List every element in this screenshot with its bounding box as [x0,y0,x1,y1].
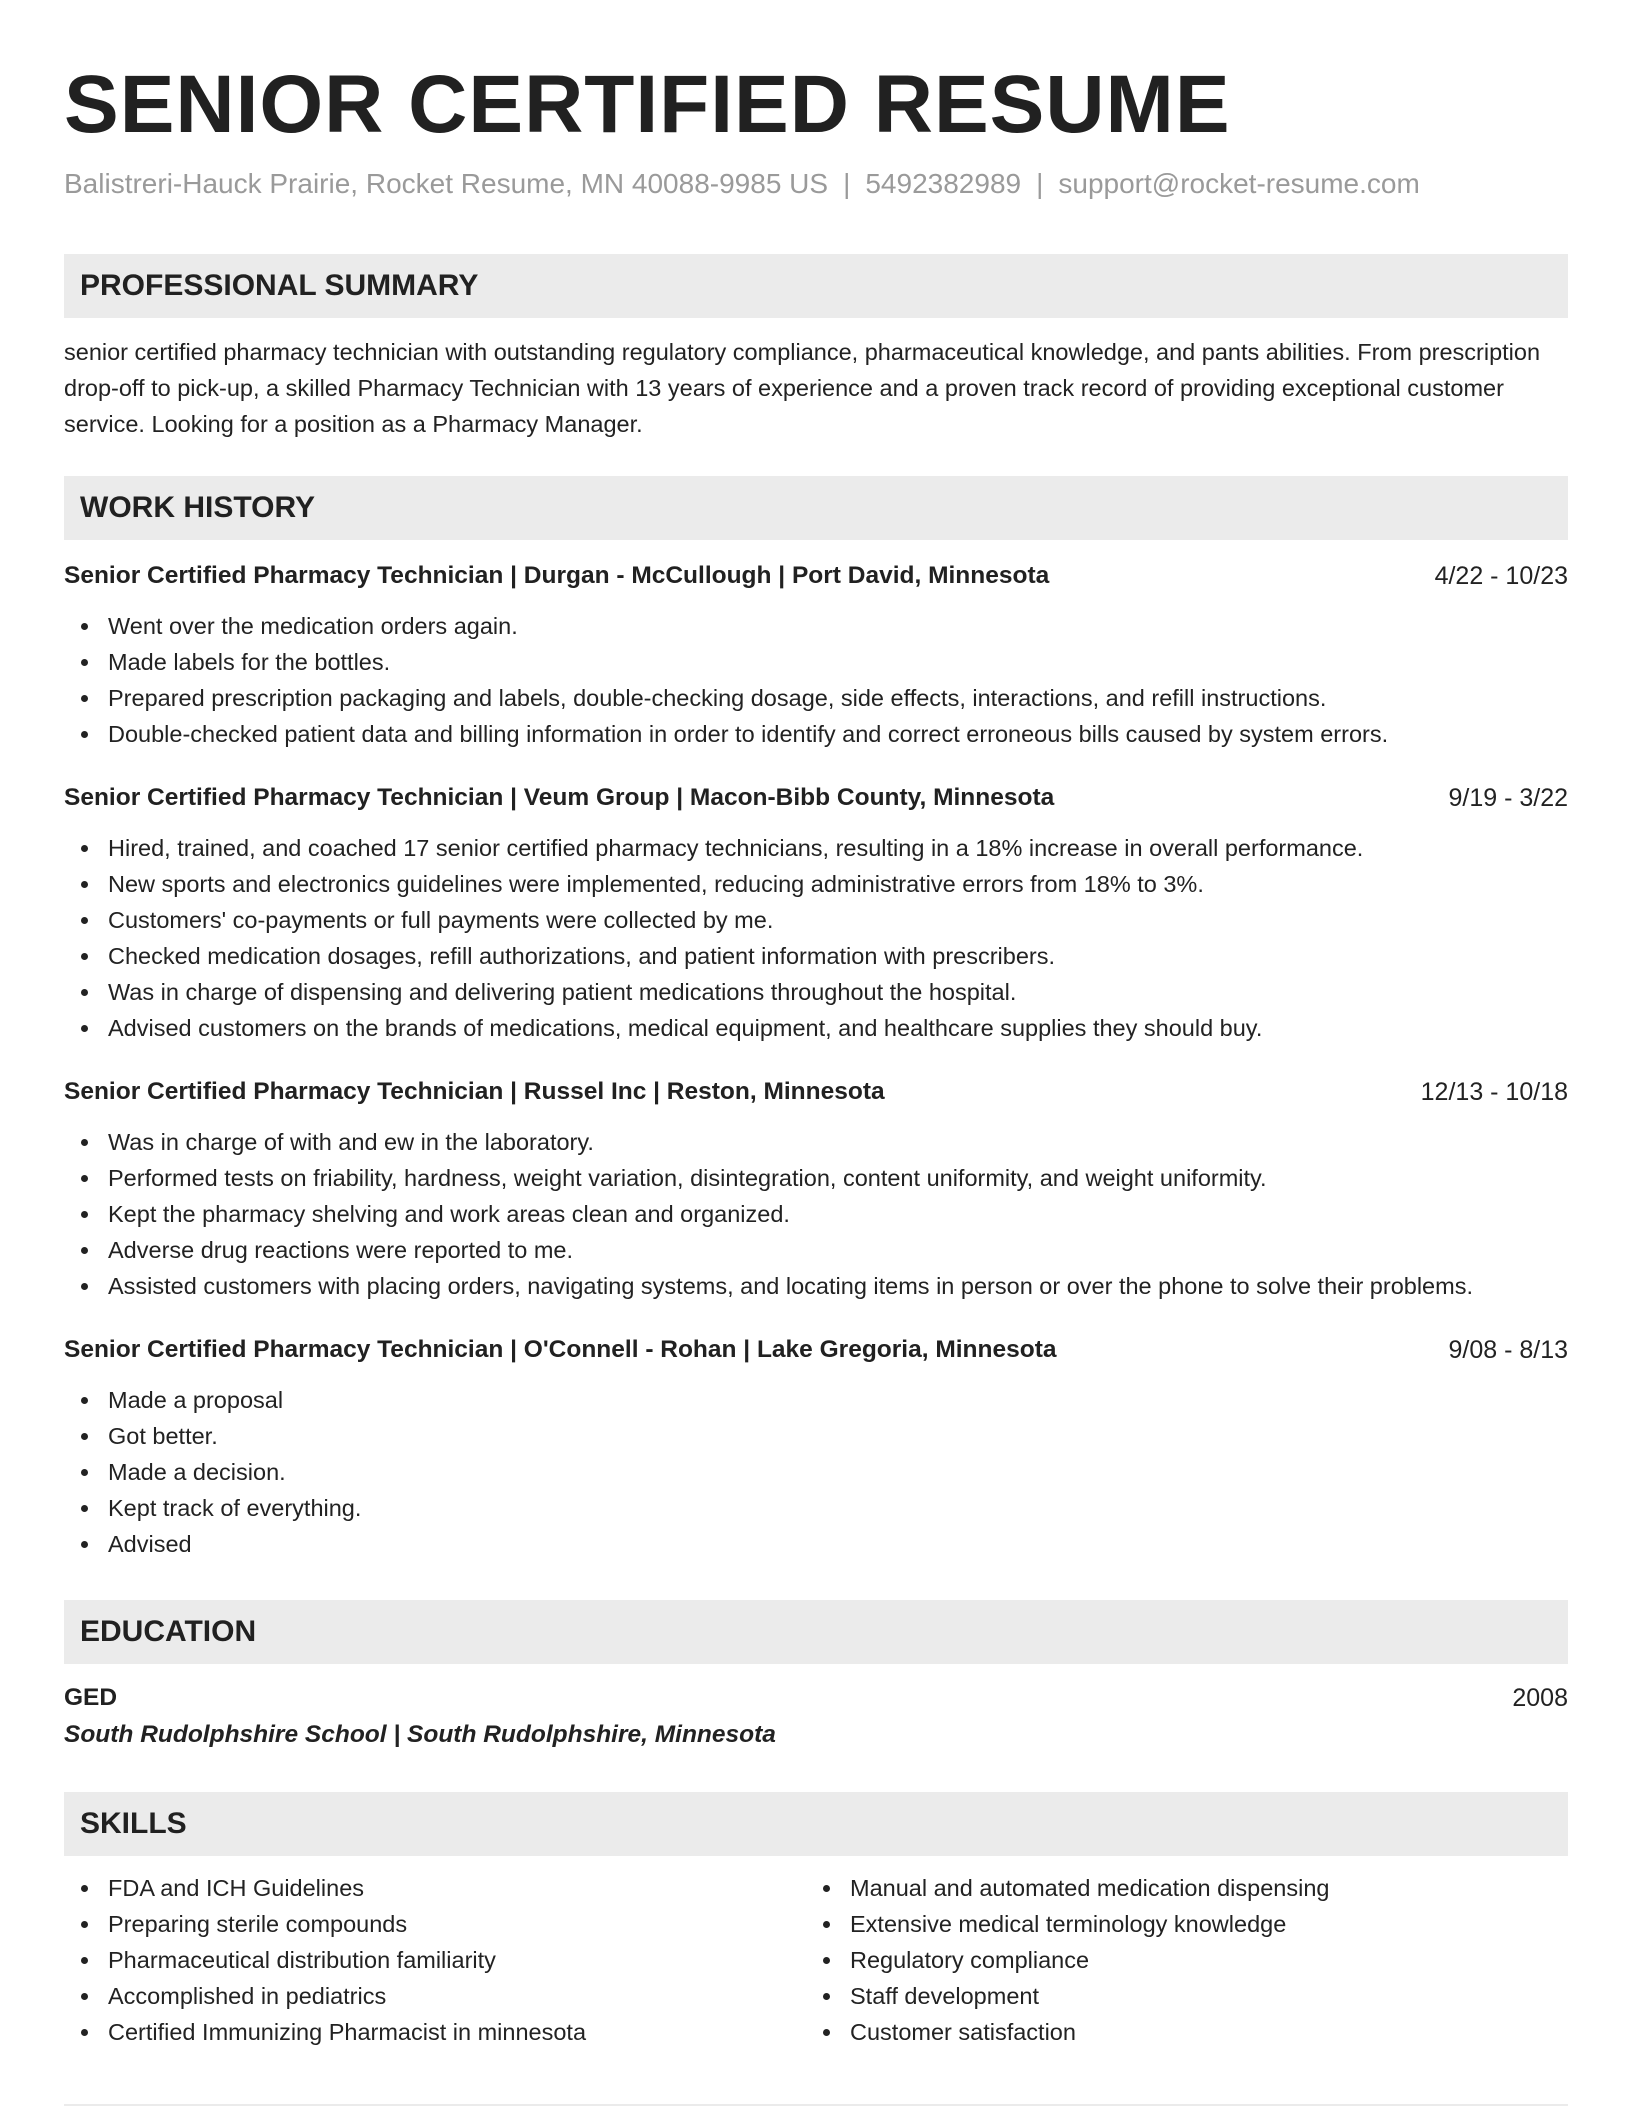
list-item: Made a proposal [64,1382,1568,1418]
skill-item: Accomplished in pediatrics [64,1978,806,2014]
job-title: Senior Certified Pharmacy Technician | Russel Inc | Reston, Minnesota [64,1078,885,1105]
list-item: Assisted customers with placing orders, navigating systems, and locating items in person or over the phone to solve their problems. [64,1268,1568,1304]
job-dates: 4/22 - 10/23 [1434,562,1568,590]
list-item: Kept track of everything. [64,1490,1568,1526]
job-dates: 12/13 - 10/18 [1420,1078,1568,1106]
list-item: New sports and electronics guidelines were implemented, reducing administrative errors from 18% to 3%. [64,866,1568,902]
job-heading-line [64,558,1568,594]
skill-item: Pharmaceutical distribution familiarity [64,1942,806,1978]
job-entry [64,780,1568,1046]
education-year: 2008 [1512,1684,1568,1712]
contact-phone: 5492382989 [865,168,1022,199]
list-item: Advised customers on the brands of medications, medical equipment, and healthcare supplies they should buy. [64,1010,1568,1046]
bottom-divider [64,2104,1568,2106]
job-entry [64,1074,1568,1304]
job-heading-line [64,780,1568,816]
skills-column-right [806,1870,1548,2050]
job-bullets [64,608,1568,752]
job-title: Senior Certified Pharmacy Technician | Veum Group | Macon-Bibb County, Minnesota [64,784,1055,811]
contact-separator: | [1036,168,1044,199]
skill-item: Manual and automated medication dispensing [806,1870,1548,1906]
section-header-summary: PROFESSIONAL SUMMARY [64,254,1568,318]
list-item: Made labels for the bottles. [64,644,1568,680]
list-item: Was in charge of dispensing and delivering patient medications throughout the hospital. [64,974,1568,1010]
list-item: Made a decision. [64,1454,1568,1490]
skill-item: Staff development [806,1978,1548,2014]
summary-text: senior certified pharmacy technician with outstanding regulatory compliance, pharmaceutical knowledge, and pants abilities. From prescription drop-off to pick-up, a skilled Pharmacy Technician with 13 years of experience and a proven track record of providing exceptional customer service. Looking for a position as a Pharmacy Manager. [64,339,1541,437]
job-heading-line [64,1332,1568,1368]
skills-grid [64,1870,1568,2050]
list-item: Kept the pharmacy shelving and work areas clean and organized. [64,1196,1568,1232]
job-title: Senior Certified Pharmacy Technician | O'Connell - Rohan | Lake Gregoria, Minnesota [64,1336,1057,1363]
list-item: Adverse drug reactions were reported to me. [64,1232,1568,1268]
section-header-education: EDUCATION [64,1600,1568,1664]
list-item: Got better. [64,1418,1568,1454]
skills-column-left [64,1870,806,2050]
list-item: Performed tests on friability, hardness, weight variation, disintegration, content uniformity, and weight uniformity. [64,1160,1568,1196]
contact-address: Balistreri-Hauck Prairie, Rocket Resume, MN 40088-9985 US [64,168,829,199]
skill-item: Certified Immunizing Pharmacist in minnesota [64,2014,806,2050]
section-header-skills: SKILLS [64,1792,1568,1856]
list-item: Went over the medication orders again. [64,608,1568,644]
job-heading-line [64,1074,1568,1110]
job-title: Senior Certified Pharmacy Technician | Durgan - McCullough | Port David, Minnesota [64,562,1050,589]
skill-item: Extensive medical terminology knowledge [806,1906,1548,1942]
list-item: Double-checked patient data and billing information in order to identify and correct erroneous bills caused by system errors. [64,716,1568,752]
contact-line [64,164,1568,204]
list-item: Customers' co-payments or full payments were collected by me. [64,902,1568,938]
job-entry [64,1332,1568,1562]
contact-separator: | [843,168,851,199]
skill-item: Customer satisfaction [806,2014,1548,2050]
list-item: Was in charge of with and ew in the laboratory. [64,1124,1568,1160]
education-school: South Rudolphshire School | South Rudolphshire, Minnesota [64,1721,776,1748]
job-bullets [64,830,1568,1046]
skill-item: Regulatory compliance [806,1942,1548,1978]
job-dates: 9/19 - 3/22 [1448,784,1568,812]
list-item: Hired, trained, and coached 17 senior certified pharmacy technicians, resulting in a 18% increase in overall performance. [64,830,1568,866]
list-item: Advised [64,1526,1568,1562]
education-entry [64,1680,1568,1754]
education-heading-line [64,1680,1568,1716]
job-bullets [64,1124,1568,1304]
job-bullets [64,1382,1568,1562]
contact-email: support@rocket-resume.com [1058,168,1420,199]
skill-item: FDA and ICH Guidelines [64,1870,806,1906]
skill-item: Preparing sterile compounds [64,1906,806,1942]
list-item: Prepared prescription packaging and labels, double-checking dosage, side effects, interactions, and refill instructions. [64,680,1568,716]
resume-title: SENIOR CERTIFIED RESUME [64,59,1231,150]
list-item: Checked medication dosages, refill authorizations, and patient information with prescribers. [64,938,1568,974]
job-entry [64,558,1568,752]
education-degree: GED [64,1684,118,1711]
job-dates: 9/08 - 8/13 [1448,1336,1568,1364]
resume-content [64,50,1568,2050]
section-header-work-history: WORK HISTORY [64,476,1568,540]
